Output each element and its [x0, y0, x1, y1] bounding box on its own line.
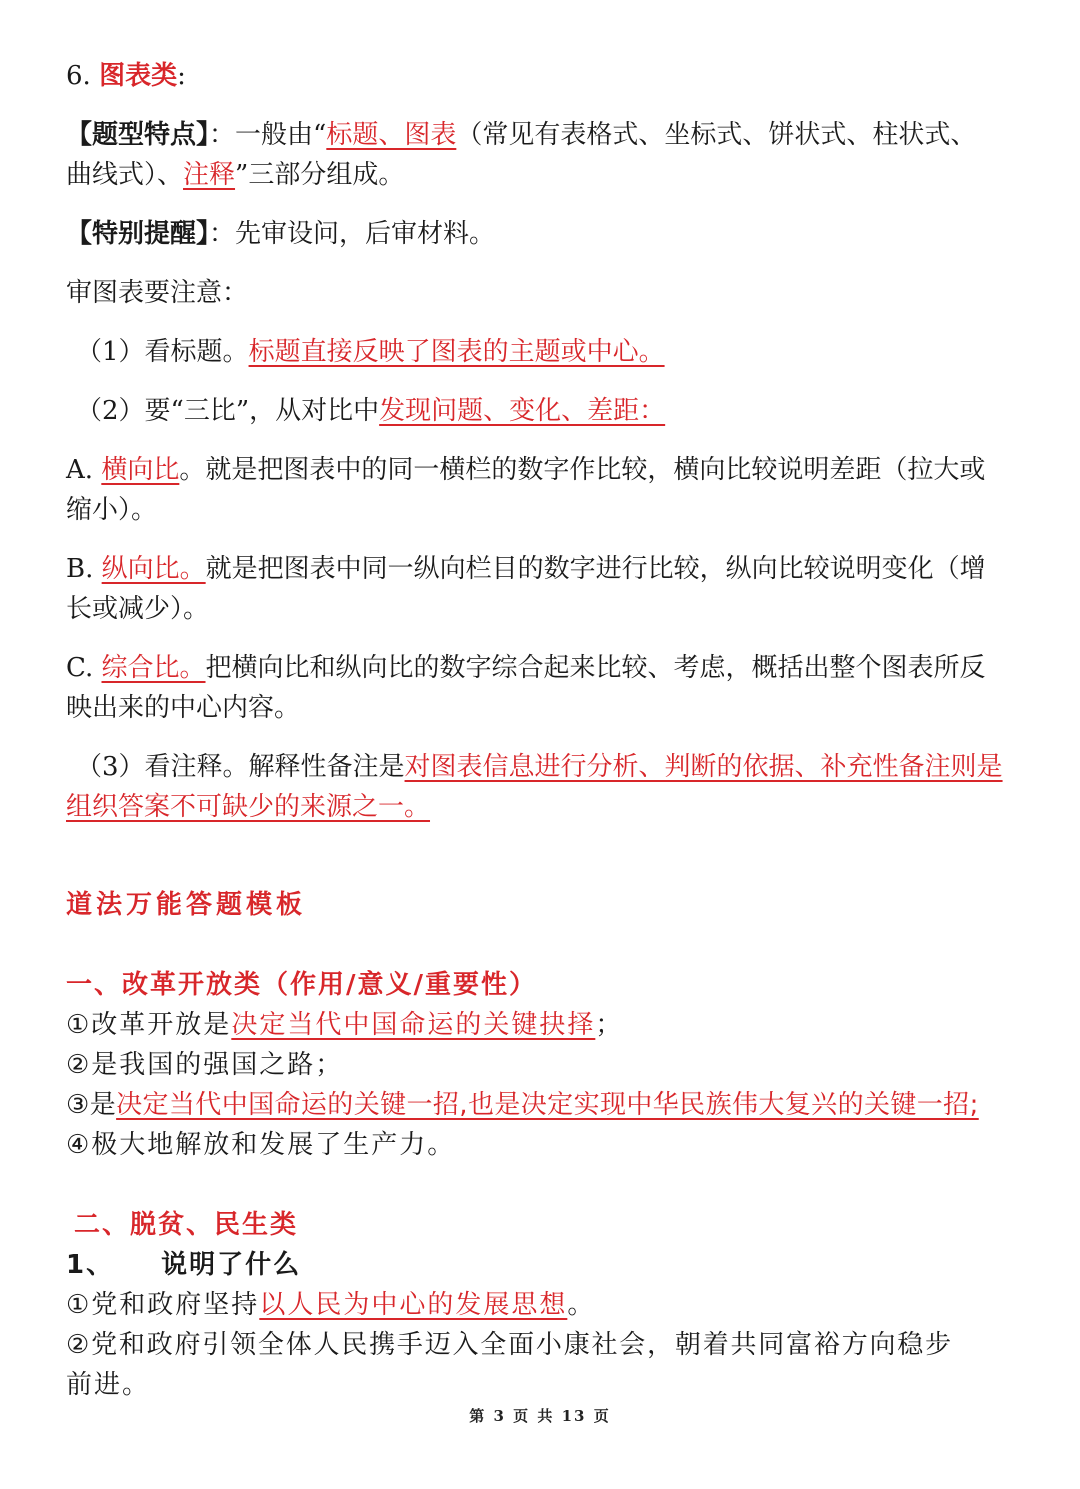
poverty-point-2-line-1: ②党和政府引领全体人民携手迈入全面小康社会，朝着共同富裕方向稳步 [66, 1330, 953, 1360]
item-3-line-1: （3）看注释。解释性备注是对图表信息进行分析、判断的依据、补充性备注则是 [76, 752, 1003, 782]
review-heading: 审图表要注意： [66, 278, 249, 308]
reform-point-2: ②是我国的强国之路； [66, 1050, 344, 1080]
page-number-footer: 第 3 页 共 13 页 [469, 1407, 611, 1425]
item-a-line-1: A. 横向比。就是把图表中的同一横栏的数字作比较，横向比较说明差距（拉大或 [66, 455, 986, 485]
reform-point-1: ①改革开放是决定当代中国命运的关键抉择； [66, 1010, 624, 1040]
poverty-point-1: ①党和政府坚持以人民为中心的发展思想。 [66, 1290, 596, 1320]
item-b-line-1: B. 纵向比。就是把图表中同一纵向栏目的数字进行比较，纵向比较说明变化（增 [66, 554, 986, 584]
template-title: 道法万能答题模板 [66, 890, 307, 920]
poverty-heading: 二、脱贫、民生类 [74, 1210, 299, 1240]
item-3-line-2: 组织答案不可缺少的来源之一。 [66, 792, 431, 822]
feature-line-2: 曲线式）、注释”三部分组成。 [66, 160, 405, 190]
section-6-heading: 6. 图表类: [66, 61, 186, 91]
item-2: （2）要“三比”，从对比中发现问题、变化、差距： [76, 396, 666, 426]
reform-point-4: ④极大地解放和发展了生产力。 [66, 1130, 456, 1160]
reform-point-3: ③是决定当代中国命运的关键一招,也是决定实现中华民族伟大复兴的关键一招; [66, 1090, 979, 1120]
reform-heading: 一、改革开放类（作用/意义/重要性） [66, 970, 537, 1000]
poverty-point-2-line-2: 前进。 [66, 1370, 151, 1400]
item-c-line-1: C. 综合比。把横向比和纵向比的数字综合起来比较、考虑，概括出整个图表所反 [66, 653, 986, 683]
feature-line-1: 【题型特点】：一般由“标题、图表（常见有表格式、坐标式、饼状式、柱状式、 [66, 120, 977, 150]
item-a-line-2: 缩小）。 [66, 495, 158, 525]
item-b-line-2: 长或减少）。 [66, 594, 210, 624]
poverty-subheading: 1、 说明了什么 [66, 1250, 302, 1280]
remind-line: 【特别提醒】：先审设问，后审材料。 [66, 219, 496, 249]
item-c-line-2: 映出来的中心内容。 [66, 693, 301, 723]
item-1: （1）看标题。标题直接反映了图表的主题或中心。 [76, 337, 665, 367]
